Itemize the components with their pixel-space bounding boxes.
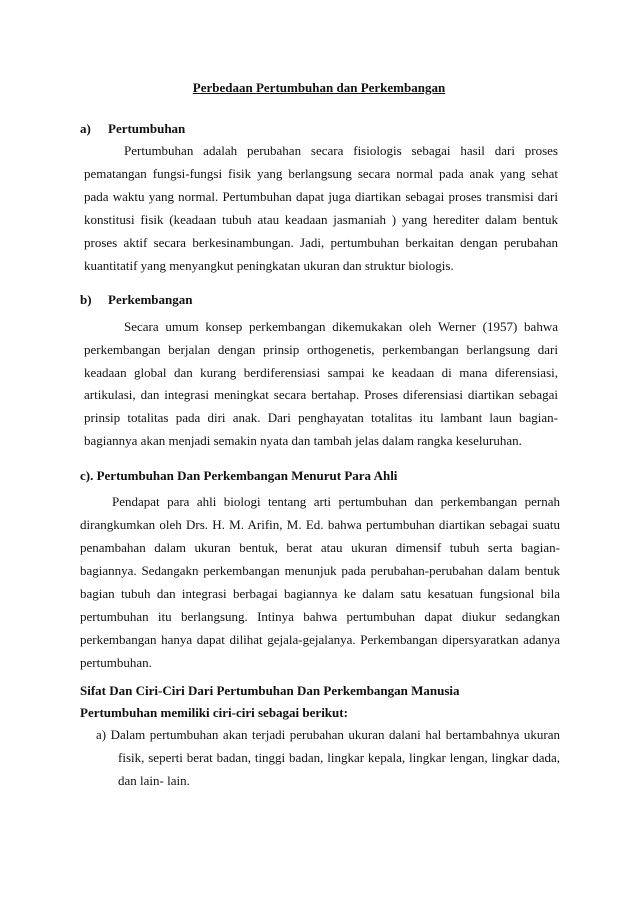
section-b-heading	[80, 292, 193, 308]
document-title: Perbedaan Pertumbuhan dan Perkembangan	[192, 80, 446, 95]
section-c-heading: c). Pertumbuhan Dan Perkembangan Menurut Para Ahli	[80, 468, 398, 483]
section-a-body: Pertumbuhan adalah perubahan secara fisiologis sebagai hasil dari proses pematangan fungsi-fungsi fisik yang berlangsung secara normal pada anak yang sehat pada waktu yang normal. Pertumbuhan dapat juga diartikan sebagai proses transmisi dari konstitusi fisik (keadaan tubuh atau keadaan jasmaniah ) yang herediter dalam bentuk proses aktif secara berkesinambungan. Jadi, pertumbuhan berkaitan dengan perubahan kuantitatif yang menyangkut peningkatan ukuran dan struktur biologis.	[84, 143, 558, 273]
section-c-body: Pendapat para ahli biologi tentang arti pertumbuhan dan perkembangan pernah dirangkumkan oleh Drs. H. M. Arifin, M. Ed. bahwa pertumbuhan diartikan sebagai suatu penambahan dalam ukuran bentuk, berat atau ukuran dimensif tubuh serta bagian-bagiannya. Sedangakn perkembangan menunjuk pada perubahan-perubahan dalam bentuk bagian tubuh dan integrasi berbagai bagiannya ke dalam satu kesatuan fungsional bila pertumbuhan itu berlangsung. Intinya bahwa pertumbuhan dapat diukur sedangkan perkembangan hanya dapat dilihat gejala-gejalanya. Perkembangan dipersyaratkan adanya pertumbuhan.	[80, 494, 560, 670]
section-b-title: Perkembangan	[108, 292, 193, 307]
section-b-marker: b)	[80, 292, 92, 307]
section-a-heading	[80, 121, 185, 137]
section-d-heading: Sifat Dan Ciri-Ciri Dari Pertumbuhan Dan Perkembangan Manusia	[80, 683, 460, 698]
section-b-body: Secara umum konsep perkembangan dikemukakan oleh Werner (1957) bahwa perkembangan berjalan dengan prinsip orthogenetis, perkembangan berlangsung dari keadaan global dan kurang berdiferensiasi sampai ke keadaan di mana diferensiasi, artikulasi, dan integrasi meningkat secara bertahap. Proses diferensiasi diartikan sebagai prinsip totalitas pada diri anak. Dari penghayatan totalitas itu lambant laun bagian-bagiannya akan menjadi semakin nyata dan tambah jelas dalam rangka keseluruhan.	[84, 319, 558, 448]
section-d-subheading: Pertumbuhan memiliki ciri-ciri sebagai berikut:	[80, 705, 348, 720]
section-d-item-a: a) Dalam pertumbuhan akan terjadi perubahan ukuran dalani hal bertambahnya ukuran fisik, seperti berat badan, tinggi badan, lingkar kepala, lingkar lengan, lingkar dada, dan lain- lain.	[96, 727, 560, 788]
section-a-marker: a)	[80, 121, 91, 136]
section-a-title: Pertumbuhan	[108, 121, 186, 136]
